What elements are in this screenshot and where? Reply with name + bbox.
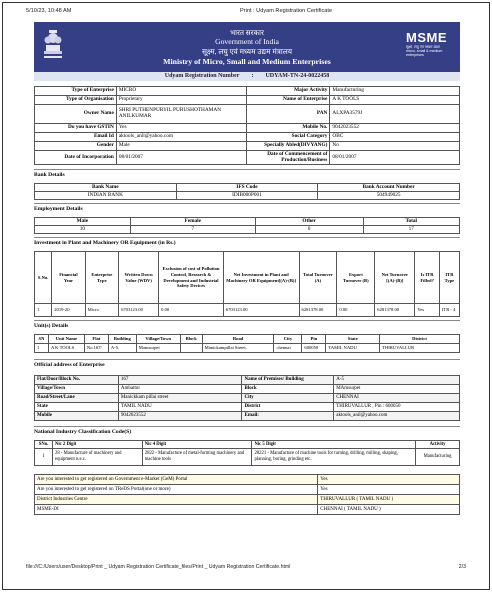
investment-title: Investment in Plant and Machinery OR Equipment (in Rs.) [34,240,176,246]
employment-table: Male Female Other Total 10 7 0 17 [34,217,460,234]
units-table: SN Unit Name Flat Building Village/Town Block Road City Pin State District 1 A K TOOLS No.167/ A-5, Mamsurpet Manickampillai Street, chennai 600050 TAMIL NADU THIRUVALLUR [34,334,460,353]
pan: ALXPA3579J [330,105,460,124]
official-address-table: Flat/Door/Block No. 167 Name of Premises/ Building A-5 Village/Town Ambattur Block MAmsurpet Road/Street/Lane Manickkam pillai street City CHENNAI State TAMIL NADU District THIRUVALLUR , Pin : 600050 Mobile 9042023552 Email: aktools_anil@yahoo.com [34,375,460,421]
employment-details-title: Employment Details [34,206,83,212]
nic-title: National Industry Classification Code(S) [34,429,132,435]
official-address-title: Official address of Enterprise [34,362,105,368]
registration-number: UDYAM-TN-24-0022458 [265,73,330,79]
header-ministry: Ministry of Micro, Small and Medium Enterprises [163,57,331,66]
mobile-number: 9042023552 [330,124,460,133]
type-of-enterprise: MICRO [116,87,246,96]
msme-logo-text: MSME [406,30,447,45]
email-id: aktools_anil@yahoo.com [116,133,246,142]
page-number: 2/3 [458,564,466,570]
owner-name: SHRI PUTHENPURYIL PURUSHOTHAMAN ANILKUMAR [116,105,246,124]
employees-female: 7 [130,226,255,234]
enterprise-name: A K TOOLS [330,96,460,105]
msme-logo-hindi: सूक्ष्म, लघु एवं मध्यम उद्यम [406,45,440,49]
bank-details-table: Bank Name IFS Code Bank Account Number INDIAN BANK IDIB000P001 504949025 [34,183,460,200]
gstin: Yes [116,124,246,133]
investment-table: S.No. Financial Year Enterprise Type Written Down Value (WDV) Exclusion of cost of Pollution Control, Research & Development and Industrial Safety Devices Net Investment in Plant and Machinery OR Equipment[(A)-(B)] Total Turnover (A) Export Turnover (B) Net Turnover [(A)-(B)] Is ITR Filled? ITR Type 1 2019-20 Micro 6703123.00 0.00 6703123.00 6281378.00 0.00 6281378.00 Yes ITR - 4 [34,251,460,317]
bank-name: INDIAN BANK [35,192,177,200]
bank-details-title: Bank Details [34,172,65,178]
employees-male: 10 [35,226,131,234]
msme-logo-english: micro, small & medium enterprises [406,49,443,57]
portal-interest-table: Are you interested to get registered on Government e-Market (GeM) Portal Yes Are you interested to get registered on TReDS Portal(one or more) Yes District Industries Centre THIRUVALLUR ( TAMIL NADU ) MSME-DI CHENNAI ( TAMIL NADU ) [34,474,460,515]
msme-logo [406,30,454,60]
registration-number-bar: Udyam Registration Number : UDYAM-TN-24-0022458 [34,72,460,81]
type-of-organisation: Proprietary [116,96,246,105]
social-category: OBC [330,133,460,142]
gender: Male [116,142,246,151]
certificate-header [34,22,460,72]
date-of-commencement: 08/01/2007 [330,151,460,165]
specially-abled: No [330,142,460,151]
date-of-incorporation: 08/01/2007 [116,151,246,165]
units-title: Unit(s) Details [34,323,69,329]
treds-portal-answer: Yes [318,485,460,495]
header-hindi-government: भारत सरकार [230,29,264,37]
nic-table: SNo. Nic 2 Digit Nic 4 Digit Nic 5 Digit Activity 1 28 - Manufacture of machinery and equipment n.e.c. 2822 - Manufacture of metal-forming machinery and machine tools 28221 - Manufacture of machine tools for turning, drilling, milling, shaping, planning, boring, grinding etc. Manufacturing [34,440,460,466]
header-government-of-india: Government of India [215,37,279,46]
udyam-certificate [34,22,460,552]
print-title: Print : Udyam Registration Certificate [240,8,333,14]
registration-label: Udyam Registration Number [164,73,240,79]
header-hindi-ministry: सूक्ष्म, लघु एवं मध्यम उद्यम मंत्रालय [201,47,293,56]
enterprise-details-table: Type of Enterprise MICRO Major Activity Manufacturing Type of Organisation Proprietary Name of Enterprise A K TOOLS Owner Name SHRI PUTHENPURYIL PURUSHOTHAMAN ANILKUMAR PAN ALXPA3579J Do you have GSTIN Yes Mobile No. 9042023552 Email Id aktools_anil@yahoo.com Social Category OBC Gender Male Specially Abled(DIVYANG) No Date of Incorporation 08/01/2007 Date of Commencement of Production/Business 08/01/2007 [34,86,460,165]
msme-di: CHENNAI ( TAMIL NADU ) [318,505,460,515]
gem-portal-answer: Yes [318,475,460,485]
file-path: file:///C:/Users/user/Desktop/Print _ Udyam Registration Certificate_files/Print _ Udyam Registration Certificate.html [26,564,291,570]
bank-account-number: 504949025 [318,192,460,200]
employees-other: 0 [255,226,363,234]
browser-print-footer [26,564,466,574]
browser-print-header [26,8,466,18]
ifs-code: IDIB000P001 [176,192,318,200]
employees-total: 17 [363,226,459,234]
district-industries-centre: THIRUVALLUR ( TAMIL NADU ) [318,495,460,505]
major-activity: Manufacturing [330,87,460,96]
print-datetime: 5/10/23, 10:48 AM [26,8,72,14]
